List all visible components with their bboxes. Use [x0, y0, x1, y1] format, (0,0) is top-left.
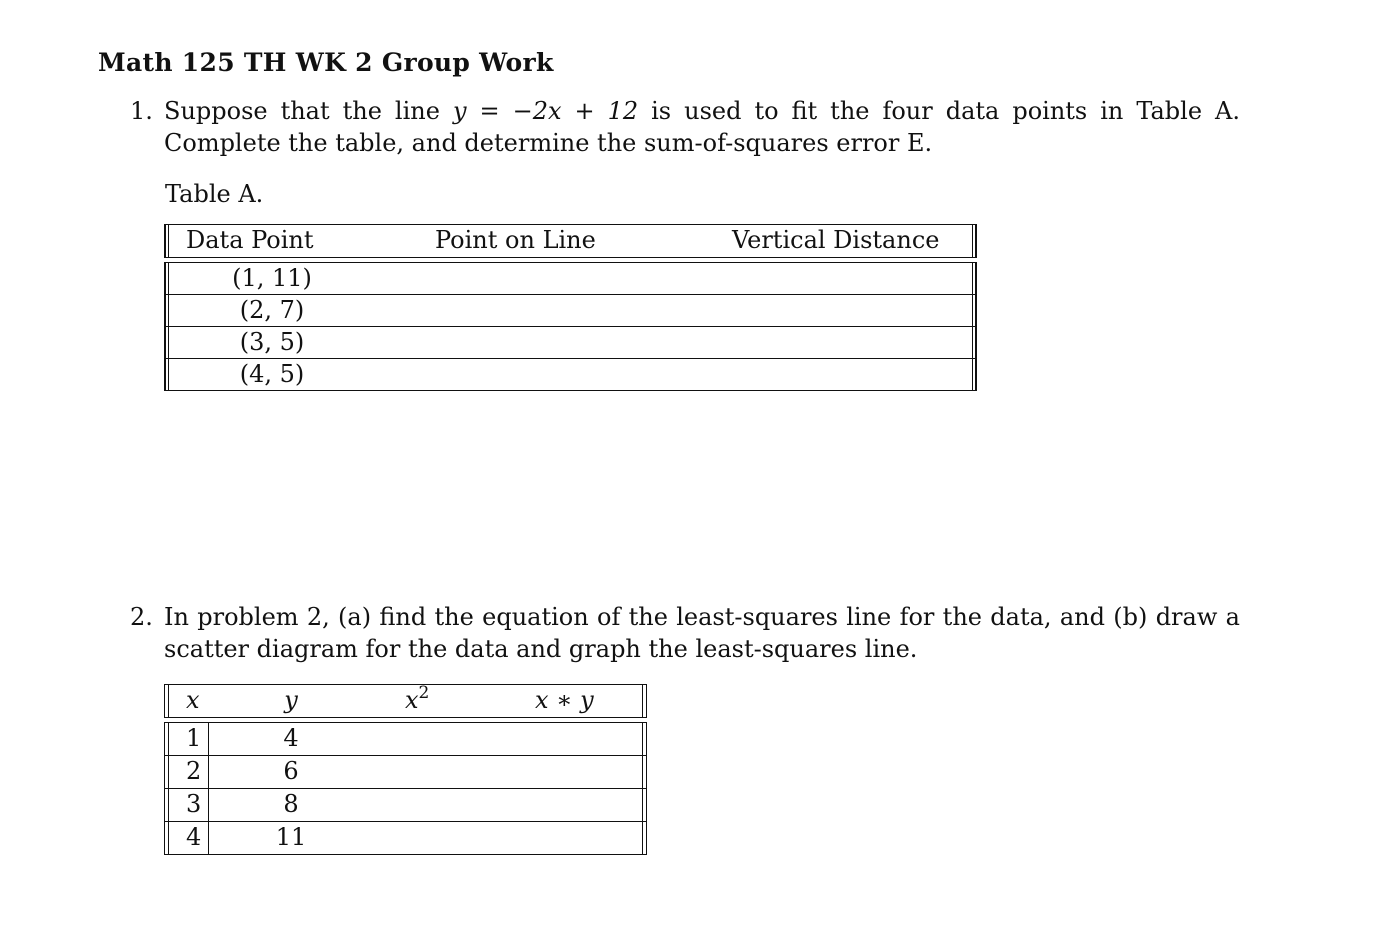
table-b-y-cell: 4: [283, 724, 299, 752]
table-b-x-cell: 1: [186, 724, 202, 752]
table-a-data-point: (1, 11): [232, 264, 312, 292]
table-a-data-point: (2, 7): [239, 296, 305, 324]
table-b-row: [164, 722, 647, 756]
table-b-row: [164, 756, 647, 789]
table-a-row: [164, 262, 977, 295]
table-a-header-vertical-distance: Vertical Distance: [732, 226, 940, 254]
table-b-x-cell: 2: [186, 757, 202, 785]
table-b-header-x-squared-base: x: [405, 686, 419, 714]
table-a-row: [164, 327, 977, 359]
problem-2-number: 2.: [130, 603, 153, 631]
table-b: [164, 684, 647, 855]
table-b-y-cell: 8: [283, 790, 299, 818]
table-a-data-point: (3, 5): [239, 328, 305, 356]
table-b-header-y: y: [284, 686, 298, 714]
table-b-header-x-squared-exponent: 2: [418, 683, 430, 703]
table-a-header-data-point: Data Point: [186, 226, 314, 254]
table-b-header-x-times-y: x ∗ y: [535, 686, 594, 714]
table-a-caption: Table A.: [165, 180, 264, 208]
table-a: [164, 224, 977, 391]
table-a-row: [164, 295, 977, 327]
table-b-header-row: [164, 684, 647, 718]
table-a-header-point-on-line: Point on Line: [435, 226, 596, 254]
problem-1-text-after: is used to fit the four data points in Table A. Complete the table, and determine the sum-of-squares error E.: [164, 97, 1241, 157]
table-a-data-point: (4, 5): [239, 360, 305, 388]
table-b-column-divider: [208, 723, 209, 755]
table-b-row: [164, 822, 647, 855]
table-b-x-cell: 4: [186, 823, 202, 851]
table-b-x-cell: 3: [186, 790, 202, 818]
problem-1-number: 1.: [130, 97, 153, 125]
table-b-header-x: x: [186, 686, 200, 714]
problem-1-text-before: Suppose that the line: [164, 97, 453, 125]
table-b-column-divider: [208, 789, 209, 821]
table-a-header-row: [164, 224, 977, 258]
table-b-y-cell: 11: [275, 823, 307, 851]
table-a-row: [164, 359, 977, 391]
table-b-column-divider: [208, 756, 209, 788]
table-b-y-cell: 6: [283, 757, 299, 785]
problem-2: [130, 601, 1240, 665]
page-title: Math 125 TH WK 2 Group Work: [98, 48, 554, 77]
table-b-row: [164, 789, 647, 822]
problem-1: [130, 95, 1240, 159]
problem-1-equation: y = −2x + 12: [452, 97, 639, 125]
problem-1-text: [164, 95, 1240, 159]
problem-2-text: In problem 2, (a) find the equation of the least-squares line for the data, and (b) draw a scatter diagram for the data and graph the least-squares line.: [164, 603, 1240, 663]
table-b-header-x-squared: [405, 685, 429, 719]
table-b-column-divider: [208, 822, 209, 854]
